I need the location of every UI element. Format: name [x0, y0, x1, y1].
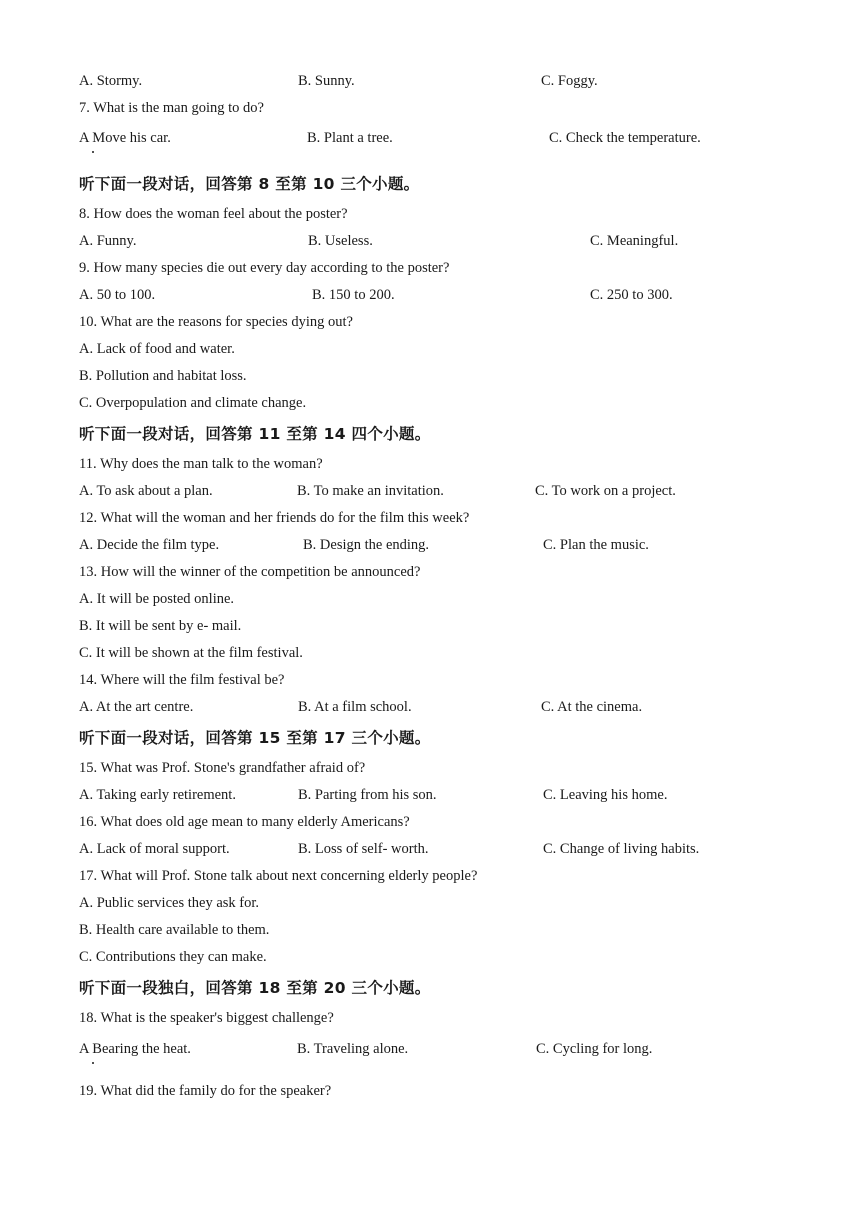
text-line: A. It will be posted online. — [79, 591, 235, 607]
section-heading: 听下面一段对话，回答第 8 至第 10 三个小题。 — [79, 175, 420, 193]
answer-option: B. Parting from his son. — [298, 787, 437, 803]
answer-option: C. Change of living habits. — [543, 841, 700, 857]
answer-option: B. Plant a tree. — [307, 130, 393, 146]
answer-option: A. Lack of moral support. — [79, 841, 230, 857]
answer-option: A. 50 to 100. — [79, 287, 156, 303]
answer-option: A. Stormy. — [79, 73, 143, 89]
section-heading: 听下面一段独白，回答第 18 至第 20 三个小题。 — [79, 979, 431, 997]
answer-option: C. Foggy. — [541, 73, 598, 89]
answer-option: C. At the cinema. — [541, 699, 643, 715]
answer-option: A. Decide the film type. — [79, 537, 220, 553]
text-line: 12. What will the woman and her friends do for the film this week? — [79, 510, 470, 526]
text-line: B. Health care available to them. — [79, 922, 270, 938]
answer-option: C. Cycling for long. — [536, 1041, 653, 1057]
text-line: 18. What is the speaker's biggest challenge? — [79, 1010, 334, 1026]
text-line: C. Contributions they can make. — [79, 949, 267, 965]
answer-option: C. Leaving his home. — [543, 787, 668, 803]
text-line: 14. Where will the film festival be? — [79, 672, 285, 688]
answer-option: A Bearing the heat. — [79, 1041, 191, 1057]
stray-dot-mark — [92, 1062, 94, 1064]
answer-option: A Move his car. — [79, 130, 171, 146]
text-line: 15. What was Prof. Stone's grandfather afraid of? — [79, 760, 366, 776]
answer-option: B. 150 to 200. — [312, 287, 395, 303]
text-line: 11. Why does the man talk to the woman? — [79, 456, 323, 472]
text-line: 16. What does old age mean to many elderly Americans? — [79, 814, 410, 830]
text-line: B. It will be sent by e- mail. — [79, 618, 242, 634]
answer-option: A. To ask about a plan. — [79, 483, 213, 499]
answer-option: B. To make an invitation. — [297, 483, 444, 499]
answer-option: C. Check the temperature. — [549, 130, 701, 146]
answer-option: A. At the art centre. — [79, 699, 194, 715]
text-line: 10. What are the reasons for species dying out? — [79, 314, 353, 330]
text-line: A. Public services they ask for. — [79, 895, 260, 911]
answer-option: B. Traveling alone. — [297, 1041, 409, 1057]
text-line: 17. What will Prof. Stone talk about next concerning elderly people? — [79, 868, 478, 884]
section-heading: 听下面一段对话，回答第 11 至第 14 四个小题。 — [79, 425, 431, 443]
answer-option: A. Taking early retirement. — [79, 787, 236, 803]
answer-option: C. Plan the music. — [543, 537, 649, 553]
text-line: 7. What is the man going to do? — [79, 100, 264, 116]
answer-option: B. Design the ending. — [303, 537, 430, 553]
answer-option: B. At a film school. — [298, 699, 412, 715]
text-line: C. Overpopulation and climate change. — [79, 395, 307, 411]
answer-option: B. Sunny. — [298, 73, 355, 89]
text-line: B. Pollution and habitat loss. — [79, 368, 247, 384]
answer-option: B. Useless. — [308, 233, 373, 249]
text-line: A. Lack of food and water. — [79, 341, 235, 357]
stray-dot-mark — [92, 151, 94, 153]
text-line: 19. What did the family do for the speaker? — [79, 1083, 332, 1099]
answer-option: C. To work on a project. — [535, 483, 676, 499]
text-line: C. It will be shown at the film festival. — [79, 645, 303, 661]
text-line: 9. How many species die out every day according to the poster? — [79, 260, 450, 276]
text-line: 13. How will the winner of the competition be announced? — [79, 564, 421, 580]
answer-option: B. Loss of self- worth. — [298, 841, 429, 857]
section-heading: 听下面一段对话，回答第 15 至第 17 三个小题。 — [79, 729, 431, 747]
answer-option: A. Funny. — [79, 233, 137, 249]
answer-option: C. Meaningful. — [590, 233, 679, 249]
answer-option: C. 250 to 300. — [590, 287, 673, 303]
text-line: 8. How does the woman feel about the poster? — [79, 206, 348, 222]
